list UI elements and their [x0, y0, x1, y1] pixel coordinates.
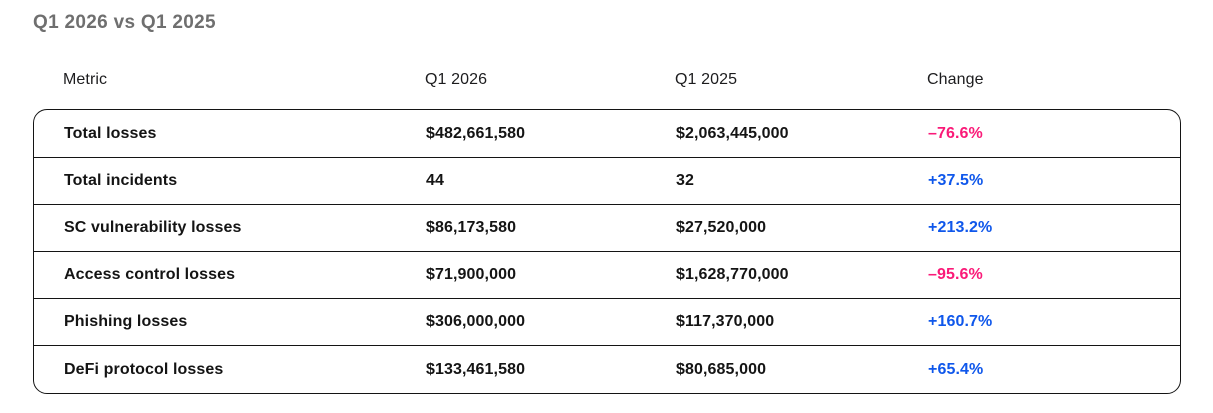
metric-cell: Total incidents: [64, 172, 178, 190]
q1-2025-cell: $1,628,770,000: [676, 266, 789, 284]
q1-2025-cell: $80,685,000: [676, 360, 767, 378]
q1-2026-cell: $71,900,000: [426, 266, 517, 284]
q1-2026-cell: $482,661,580: [426, 124, 526, 142]
column-header-metric: Metric: [63, 71, 108, 88]
q1-2025-cell: 32: [676, 172, 694, 190]
page-title: Q1 2026 vs Q1 2025: [33, 12, 216, 33]
q1-2025-cell: $27,520,000: [676, 219, 767, 237]
column-header-q1-2026: Q1 2026: [425, 71, 488, 88]
q1-2025-cell: $2,063,445,000: [676, 124, 789, 142]
q1-2026-cell: $306,000,000: [426, 313, 526, 331]
metric-cell: Access control losses: [64, 266, 236, 284]
column-header-change: Change: [927, 71, 984, 88]
table-row: [34, 110, 1180, 157]
metric-cell: Total losses: [64, 124, 157, 142]
change-value-cell: +160.7%: [928, 313, 993, 331]
comparison-table: [33, 109, 1181, 394]
q1-2025-cell: $117,370,000: [676, 313, 775, 331]
q1-2026-cell: $133,461,580: [426, 360, 526, 378]
change-value-cell: –76.6%: [928, 124, 983, 142]
table-row: [34, 204, 1180, 251]
table-header-row: [33, 72, 1181, 88]
change-value-cell: –95.6%: [928, 266, 983, 284]
metric-cell: Phishing losses: [64, 313, 188, 331]
table-row: [34, 157, 1180, 204]
change-value-cell: +213.2%: [928, 219, 993, 237]
table-row: [34, 298, 1180, 345]
metric-cell: SC vulnerability losses: [64, 219, 242, 237]
table-row: [34, 345, 1180, 392]
column-header-q1-2025: Q1 2025: [675, 71, 738, 88]
q1-2026-cell: $86,173,580: [426, 219, 517, 237]
metric-cell: DeFi protocol losses: [64, 360, 224, 378]
q1-2026-cell: 44: [426, 172, 444, 190]
change-value-cell: +65.4%: [928, 360, 984, 378]
table-row: [34, 251, 1180, 298]
change-value-cell: +37.5%: [928, 172, 984, 190]
